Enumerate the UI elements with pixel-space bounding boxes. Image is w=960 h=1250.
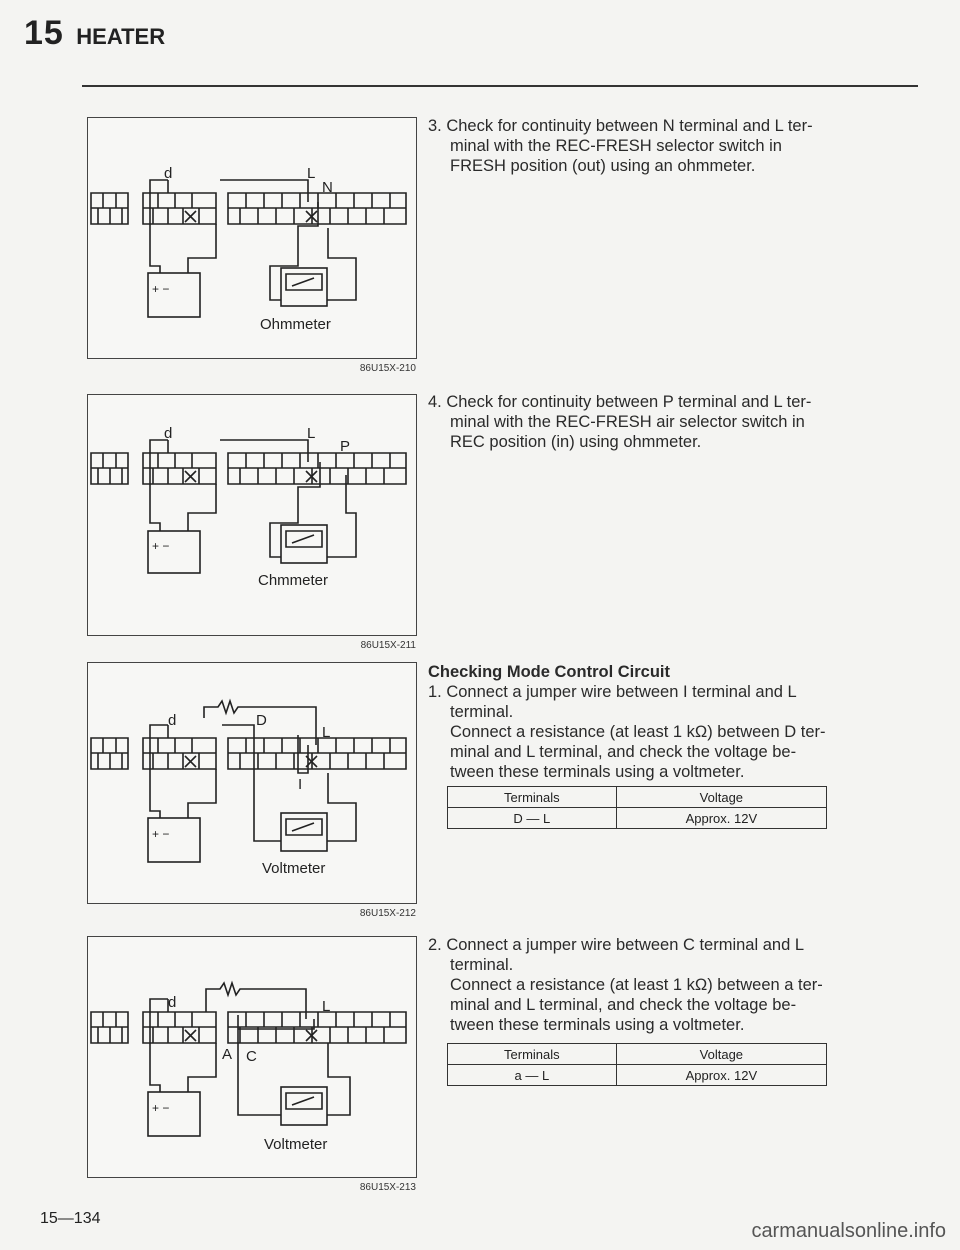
terminal-label-p: P [340,438,351,455]
page-header [24,14,165,53]
step-4-body: minal with the REC-FRESH air selector switch in REC position (in) using ohmmeter. [450,413,805,451]
table-row: a — L Approx. 12V [448,1065,827,1086]
watermark: carmanualsonline.info [751,1220,946,1242]
table-header-terminals: Terminals [448,1044,617,1065]
page-number: 15—134 [40,1210,101,1227]
section-title: HEATER [76,24,166,49]
terminal-label-c: C [246,1048,257,1065]
step-3-body: minal with the REC-FRESH selector switch in FRESH position (out) using an ohmmeter. [450,137,782,175]
wiring-diagram [88,937,416,1177]
svg-text:+ −: + − [152,282,170,296]
figure-code: 86U15X-212 [359,908,416,919]
terminal-label-l: L [307,165,316,182]
step-4 [428,392,828,452]
mode-step-2 [428,935,828,1035]
wiring-diagram [88,118,416,358]
mode-step-2-body-a: terminal. [450,956,514,974]
meter-label: Ohmmeter [260,316,331,333]
mode-control-section [428,662,828,782]
terminal-label-cap-d: D [256,712,267,729]
mode-step-1-lead: 1. Connect a jumper wire between I terminal and L [428,683,797,701]
terminal-label-d: d [164,425,173,442]
terminal-label-l: L [322,998,331,1015]
figure-ohmmeter-n [87,117,417,374]
figure-voltmeter-c [87,936,417,1193]
terminal-label-n: N [322,179,333,196]
svg-text:+ −: + − [152,827,170,841]
wiring-diagram [88,663,416,903]
table-header-terminals: Terminals [448,787,617,808]
mode-step-1-body-b: Connect a resistance (at least 1 kΩ) between D ter- minal and L terminal, and check the voltage be- tween these terminals using a voltmeter. [450,723,826,781]
wiring-diagram [88,395,416,635]
section-number: 15 [24,14,64,52]
figure-code: 86U15X-211 [360,640,416,651]
meter-label: Voltmeter [264,1136,328,1153]
figure-code: 86U15X-213 [359,1182,416,1193]
voltage-table-2 [447,1043,827,1086]
mode-step-1-body-a: terminal. [450,703,514,721]
figure-ohmmeter-p [87,394,417,651]
mode-step-2-body-b: Connect a resistance (at least 1 kΩ) between a ter- minal and L terminal, and check the voltage be- tween these terminals using a voltmeter. [450,976,823,1034]
terminal-label-i: I [298,776,303,793]
voltage-table-1 [447,786,827,829]
terminal-label-l: L [322,724,331,741]
terminal-label-l: L [307,425,316,442]
terminal-label-a: A [222,1046,233,1063]
section-heading: Checking Mode Control Circuit [428,663,671,681]
meter-label: Chmmeter [258,572,329,589]
svg-text:+ −: + − [152,1101,170,1115]
svg-text:+ −: + − [152,539,170,553]
figure-code: 86U15X-210 [359,363,416,374]
table-header-voltage: Voltage [616,1044,826,1065]
figure-voltmeter-d [87,662,417,919]
terminal-label-d: d [164,165,173,182]
terminal-label-d: d [168,994,177,1011]
mode-step-2-lead: 2. Connect a jumper wire between C terminal and L [428,936,805,954]
table-row: D — L Approx. 12V [448,808,827,829]
meter-label: Voltmeter [262,860,326,877]
header-rule [82,85,918,87]
step-4-lead: 4. Check for continuity between P terminal and L ter- [428,393,812,411]
table-header-voltage: Voltage [616,787,826,808]
step-3 [428,116,828,176]
step-3-lead: 3. Check for continuity between N terminal and L ter- [428,117,813,135]
terminal-label-d: d [168,712,177,729]
